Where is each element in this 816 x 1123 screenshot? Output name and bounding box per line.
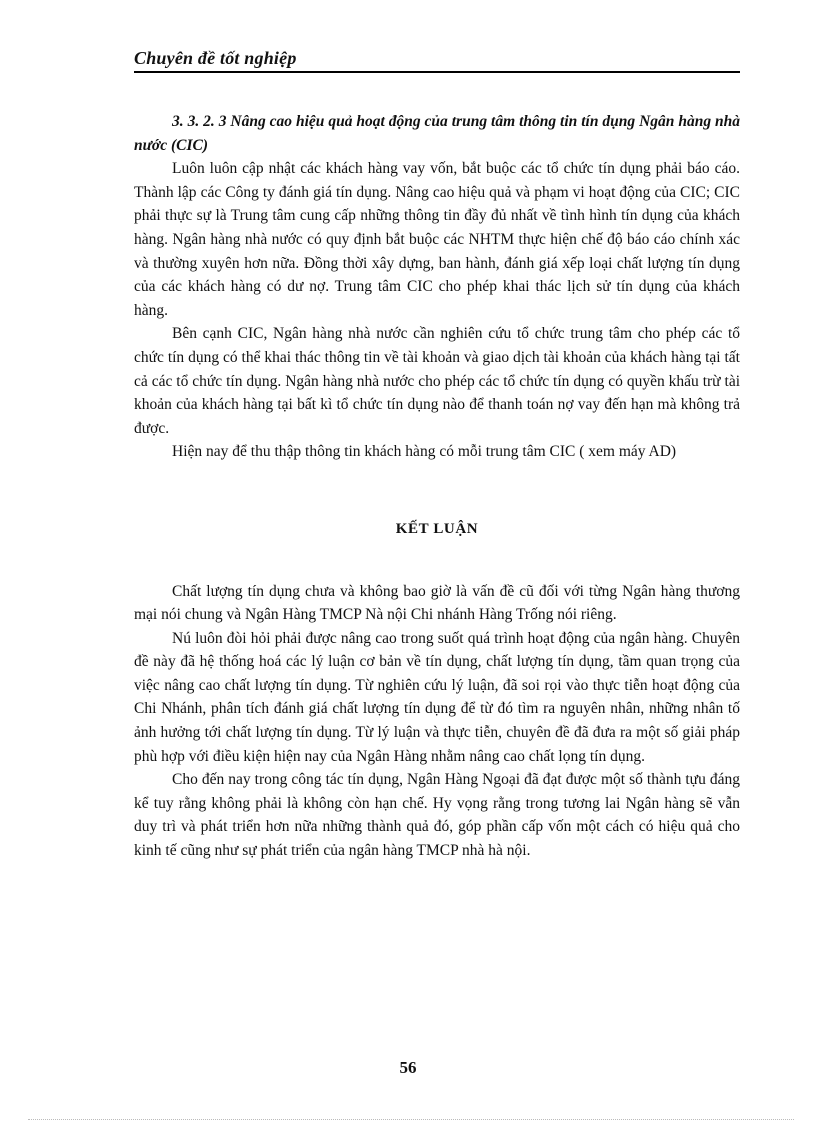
conclusion-paragraph-1: Chất lượng tín dụng chưa và không bao giờ là vấn đề cũ đối với từng Ngân hàng thương mại nói chung và Ngân Hàng TMCP Nà nội Chi nhánh Hàng Trống nói riêng. <box>134 582 740 624</box>
page-header <box>134 48 740 73</box>
conclusion-paragraph-2: Nú luôn đòi hỏi phải được nâng cao trong suốt quá trình hoạt động của ngân hàng. Chuyên đề này đã hệ thống hoá các lý luận cơ bản về tín dụng, chất lượng tín dụng, tầm quan trọng của việc nâng cao chất lượng tín dụng. Từ nghiên cứu lý luận, đã soi rọi vào thực tiễn hoạt động của Chi Nhánh, phân tích đánh giá chất lượng tín dụng để từ đó tìm ra nguyên nhân, những nhân tố ảnh hưởng tới chất lượng tín dụng. Từ lý luận và thực tiễn, chuyên đề đã đưa ra một số giải pháp phù hợp với điều kiện hiện nay của Ngân Hàng nhằm nâng cao chất lọng tín dụng. <box>134 629 740 765</box>
conclusion-paragraph-3: Cho đến nay trong công tác tín dụng, Ngân Hàng Ngoại đã đạt được một số thành tựu đáng kể tuy rằng không phải là không còn hạn chế. Hy vọng rằng trong tương lai Ngân hàng sẽ vẫn duy trì và phát triển hơn nữa những thành quả đó, góp phần cấp vốn một cách có hiệu quả cho kinh tế cũng như sự phát triển của ngân hàng TMCP nhà hà nội. <box>134 771 740 860</box>
section-heading: 3. 3. 2. 3 Nâng cao hiệu quả hoạt động của trung tâm thông tin tín dụng Ngân hàng nhà nước (CIC) <box>134 113 740 154</box>
section-paragraph-2: Bên cạnh CIC, Ngân hàng nhà nước cần nghiên cứu tổ chức trung tâm cho phép các tổ chức tín dụng có thể khai thác thông tin về tài khoản và giao dịch tài khoản của khách hàng tại tất cả các tổ chức tín dụng. Ngân hàng nhà nước cho phép các tổ chức tín dụng có quyền khấu trừ tài khoản của khách hàng tại bất kì tổ chức tín dụng nào để thanh toán nợ vay đến hạn mà không trả được. <box>134 325 740 437</box>
section-paragraph-3: Hiện nay để thu thập thông tin khách hàng có mỗi trung tâm CIC ( xem máy AD) <box>172 443 677 461</box>
conclusion-title: KẾT LUẬN <box>395 520 479 537</box>
page-number: 56 <box>399 1058 417 1077</box>
header-title: Chuyên đề tốt nghiệp <box>134 48 297 68</box>
page-content <box>134 110 740 863</box>
section-paragraph-1: Luôn luôn cập nhật các khách hàng vay vốn, bắt buộc các tổ chức tín dụng phải báo cáo. Thành lập các Công ty đánh giá tín dụng. Nâng cao hiệu quả và phạm vi hoạt động của CIC; CIC phải thực sự là Trung tâm cung cấp những thông tin đầy đủ nhất về tình hình tín dụng của khách hàng. Ngân hàng nhà nước có quy định bắt buộc các NHTM thực hiện chế độ báo cáo chính xác và thường xuyên hơn nữa. Đồng thời xây dựng, ban hành, đánh giá xếp loại chất lượng tín dụng của các khách hàng có dư nợ. Trung tâm CIC cho phép khai thác lịch sử tín dụng của khách hàng. <box>134 160 740 319</box>
page-bottom-divider <box>28 1119 794 1120</box>
